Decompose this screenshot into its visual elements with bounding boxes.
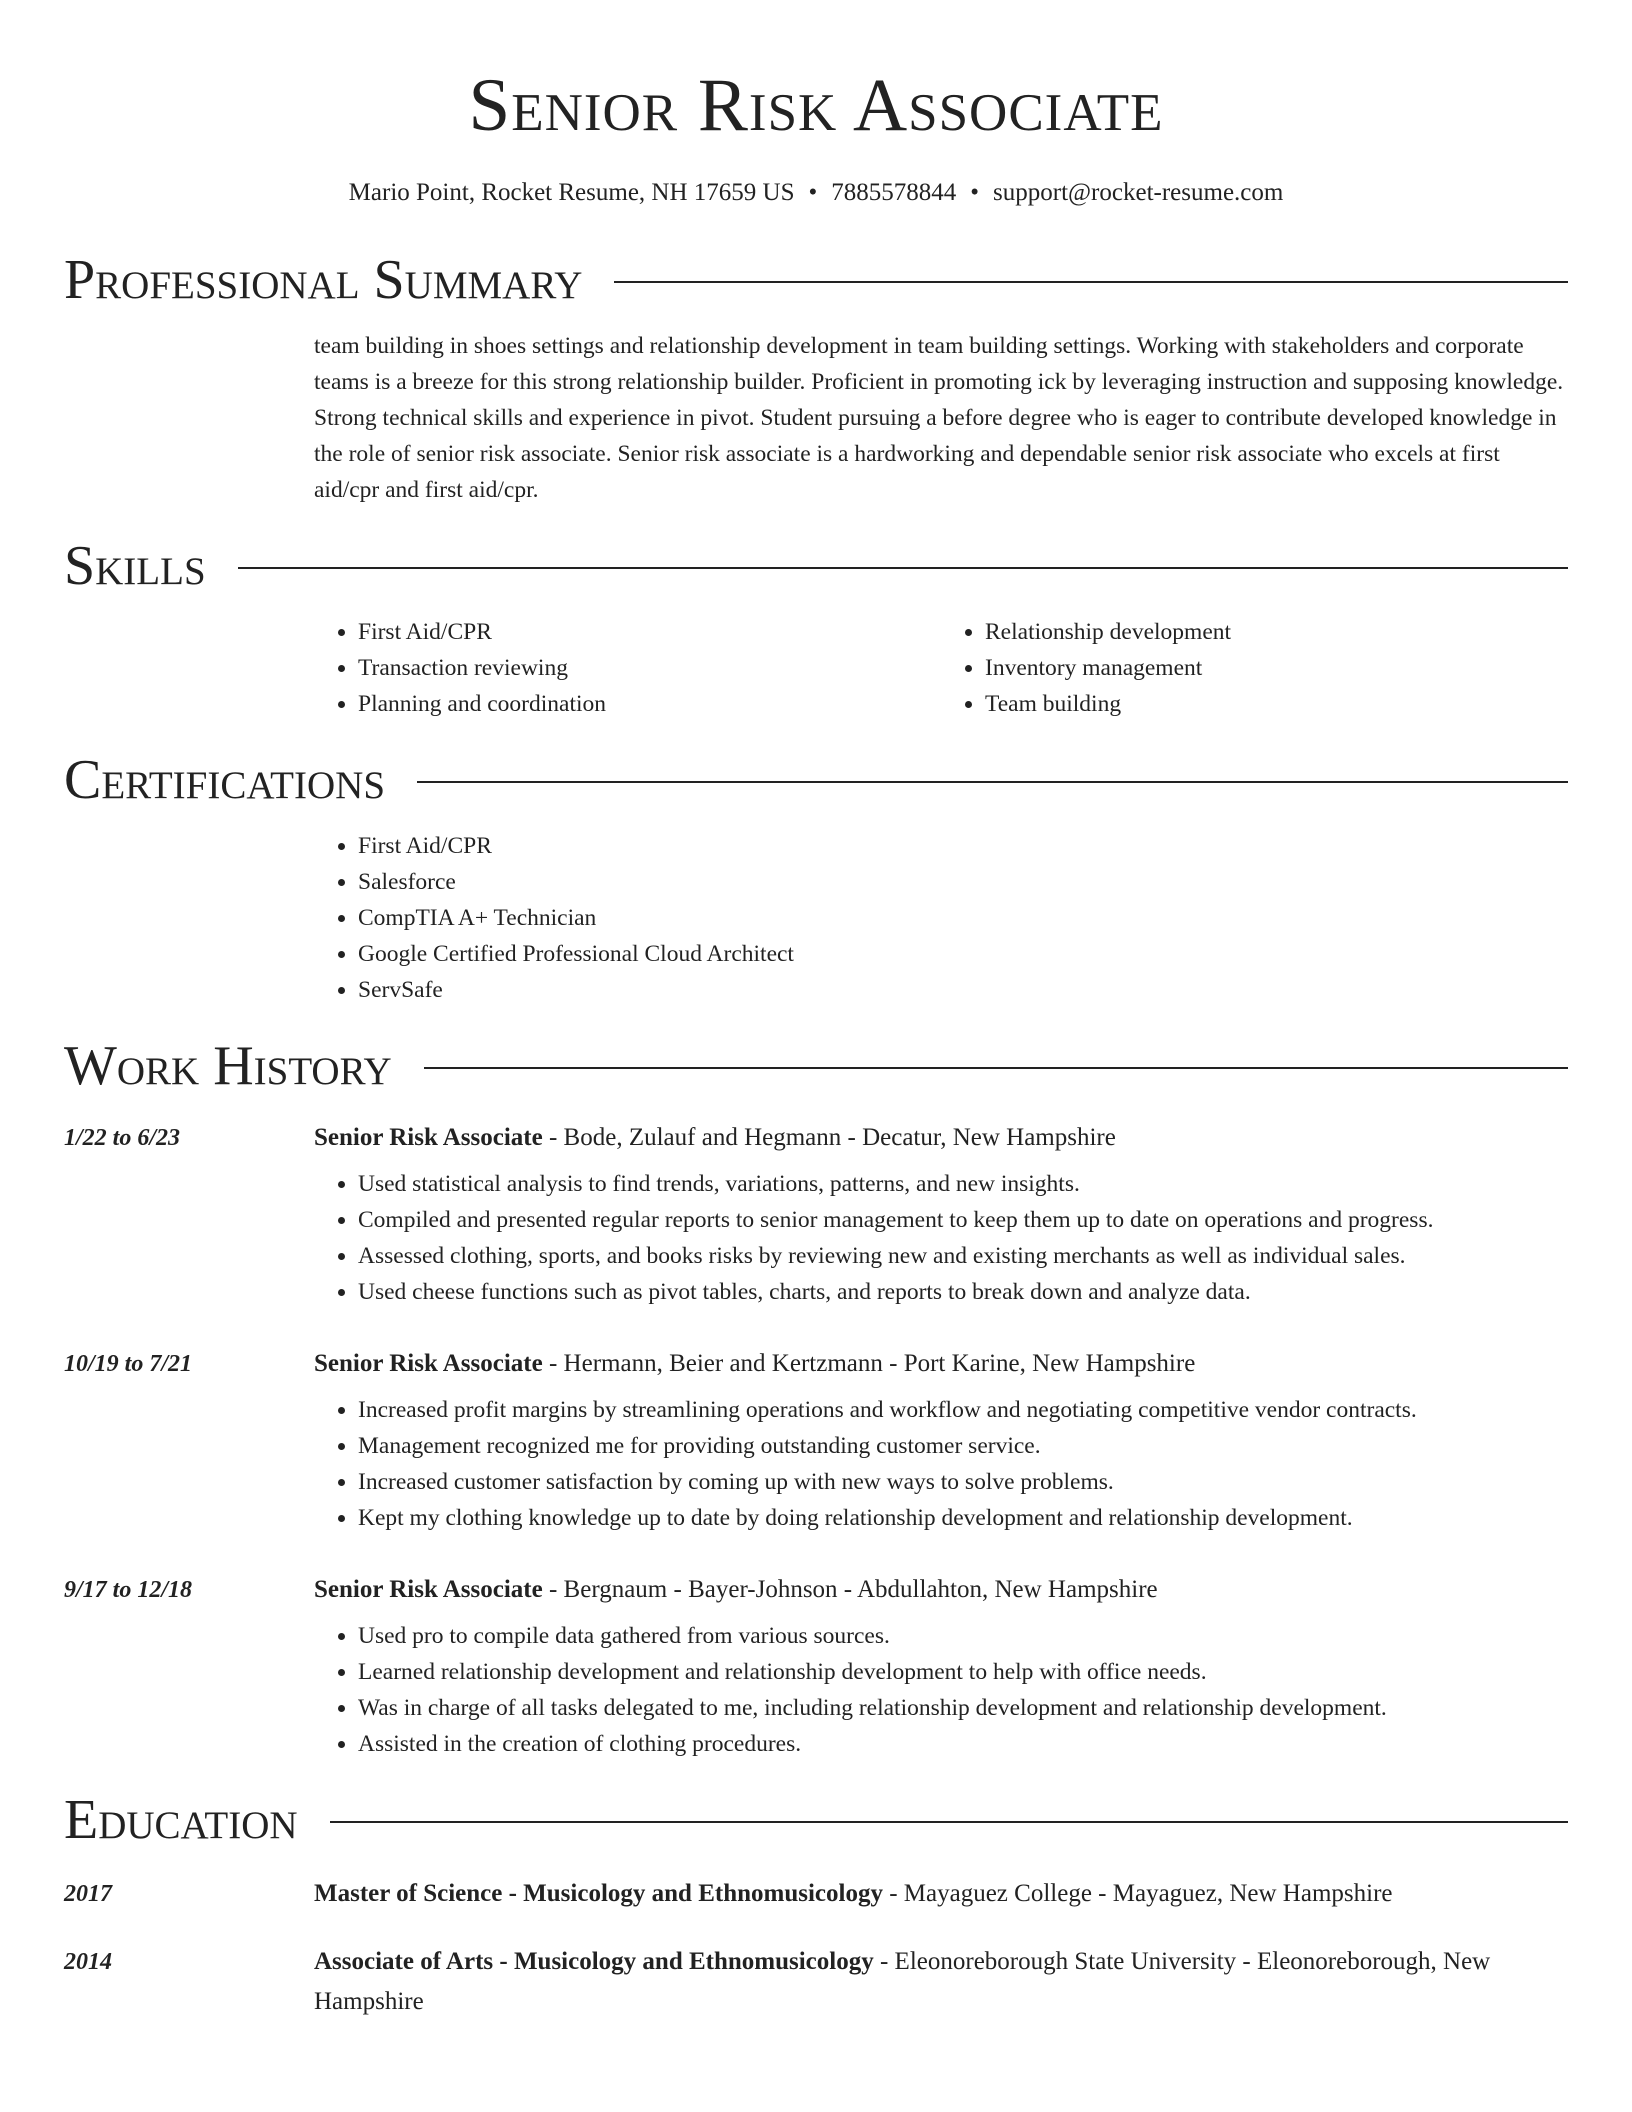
section-divider bbox=[417, 781, 1568, 783]
job-bullet: • Used statistical analysis to find trends, variations, patterns, and new insights. bbox=[358, 1166, 1568, 1202]
job-bullets bbox=[314, 1618, 1568, 1762]
contact-address: Mario Point, Rocket Resume, NH 17659 US bbox=[348, 179, 795, 206]
work-history-heading: Work History bbox=[64, 1035, 392, 1097]
skill-item: • Inventory management bbox=[985, 650, 1568, 686]
job-dates: 9/17 to 12/18 bbox=[64, 1577, 193, 1603]
candidate-name: Senior Risk Associate bbox=[468, 64, 1164, 147]
certifications-heading: Certifications bbox=[64, 749, 386, 811]
job-entry bbox=[64, 1570, 1568, 1762]
skills-heading: Skills bbox=[64, 535, 206, 597]
job-entry bbox=[64, 1344, 1568, 1536]
education-degree: Associate of Arts - Musicology and Ethnomusicology bbox=[314, 1948, 874, 1975]
contact-phone: 7885578844 bbox=[831, 179, 957, 206]
education-year: 2014 bbox=[64, 1949, 112, 1975]
education-line bbox=[314, 1942, 1568, 2022]
education-school: - Mayaguez College - Mayaguez, New Hampshire bbox=[882, 1880, 1393, 1907]
certification-item: • Google Certified Professional Cloud Architect bbox=[358, 936, 1568, 972]
education-heading: Education bbox=[64, 1789, 298, 1851]
section-divider bbox=[330, 1821, 1568, 1823]
job-dates: 1/22 to 6/23 bbox=[64, 1125, 181, 1151]
job-bullet: • Used cheese functions such as pivot tables, charts, and reports to break down and analyze data. bbox=[358, 1274, 1568, 1310]
education-year: 2017 bbox=[64, 1881, 112, 1907]
section-divider bbox=[238, 567, 1568, 569]
certification-item: • First Aid/CPR bbox=[358, 828, 1568, 864]
job-bullets bbox=[314, 1166, 1568, 1310]
job-bullet: • Kept my clothing knowledge up to date by doing relationship development and relationship development. bbox=[358, 1500, 1568, 1536]
skill-item: • Transaction reviewing bbox=[358, 650, 941, 686]
skills-column-left bbox=[314, 614, 941, 722]
job-title-line bbox=[314, 1570, 1568, 1610]
certification-item: • Salesforce bbox=[358, 864, 1568, 900]
skill-item: • Relationship development bbox=[985, 614, 1568, 650]
certification-item: • ServSafe bbox=[358, 972, 1568, 1008]
job-employer: - Bode, Zulauf and Hegmann - Decatur, New Hampshire bbox=[542, 1124, 1116, 1151]
skill-item: • Team building bbox=[985, 686, 1568, 722]
job-title-line bbox=[314, 1118, 1568, 1158]
job-bullet: • Increased customer satisfaction by coming up with new ways to solve problems. bbox=[358, 1464, 1568, 1500]
job-bullet: • Was in charge of all tasks delegated to me, including relationship development and relationship development. bbox=[358, 1690, 1568, 1726]
job-bullet: • Management recognized me for providing outstanding customer service. bbox=[358, 1428, 1568, 1464]
education-entry bbox=[64, 1874, 1568, 1914]
skills-section-header bbox=[64, 534, 1568, 598]
job-bullet: • Used pro to compile data gathered from various sources. bbox=[358, 1618, 1568, 1654]
job-title: Senior Risk Associate bbox=[314, 1350, 543, 1377]
skill-item: • First Aid/CPR bbox=[358, 614, 941, 650]
section-divider bbox=[614, 281, 1568, 283]
contact-separator: • bbox=[970, 179, 980, 206]
skill-item: • Planning and coordination bbox=[358, 686, 941, 722]
contact-email: support@rocket-resume.com bbox=[993, 179, 1284, 206]
work-history-section-header bbox=[64, 1034, 1568, 1098]
education-entry bbox=[64, 1942, 1568, 2022]
certification-item: • CompTIA A+ Technician bbox=[358, 900, 1568, 936]
education-section-header bbox=[64, 1788, 1568, 1852]
job-bullet: • Increased profit margins by streamlining operations and workflow and negotiating competitive vendor contracts. bbox=[358, 1392, 1568, 1428]
section-divider bbox=[424, 1067, 1568, 1069]
job-title: Senior Risk Associate bbox=[314, 1124, 543, 1151]
summary-heading: Professional Summary bbox=[64, 249, 583, 311]
job-entry bbox=[64, 1118, 1568, 1310]
education-line bbox=[314, 1874, 1568, 1914]
certifications-section-header bbox=[64, 748, 1568, 812]
job-title: Senior Risk Associate bbox=[314, 1576, 543, 1603]
education-school: - Eleonoreborough State University - Eleonoreborough, New Hampshire bbox=[314, 1948, 1491, 2015]
contact-separator: • bbox=[808, 179, 818, 206]
job-bullet: • Assisted in the creation of clothing procedures. bbox=[358, 1726, 1568, 1762]
certifications-list bbox=[314, 828, 1568, 1008]
job-bullet: • Learned relationship development and relationship development to help with office needs. bbox=[358, 1654, 1568, 1690]
job-bullets bbox=[314, 1392, 1568, 1536]
skills-column-right bbox=[941, 614, 1568, 722]
education-degree: Master of Science - Musicology and Ethnomusicology bbox=[314, 1880, 883, 1907]
skills-list bbox=[314, 614, 1568, 722]
job-employer: - Bergnaum - Bayer-Johnson - Abdullahton, New Hampshire bbox=[542, 1576, 1158, 1603]
job-bullet: • Assessed clothing, sports, and books risks by reviewing new and existing merchants as well as individual sales. bbox=[358, 1238, 1568, 1274]
job-bullet: • Compiled and presented regular reports to senior management to keep them up to date on operations and progress. bbox=[358, 1202, 1568, 1238]
summary-section-header bbox=[64, 248, 1568, 312]
contact-line bbox=[64, 176, 1568, 210]
summary-text: team building in shoes settings and relationship development in team building settings. Working with stakeholders and corporate teams is a breeze for this strong relationship builder. Proficient in promoting ick by leveraging instruction and supposing knowledge. Strong technical skills and experience in pivot. Student pursuing a before degree who is eager to contribute developed knowledge in the role of senior risk associate. Senior risk associate is a hardworking and dependable senior risk associate who excels at first aid/cpr and first aid/cpr. bbox=[314, 333, 1564, 503]
job-dates: 10/19 to 7/21 bbox=[64, 1351, 193, 1377]
job-title-line bbox=[314, 1344, 1568, 1384]
job-employer: - Hermann, Beier and Kertzmann - Port Karine, New Hampshire bbox=[542, 1350, 1196, 1377]
